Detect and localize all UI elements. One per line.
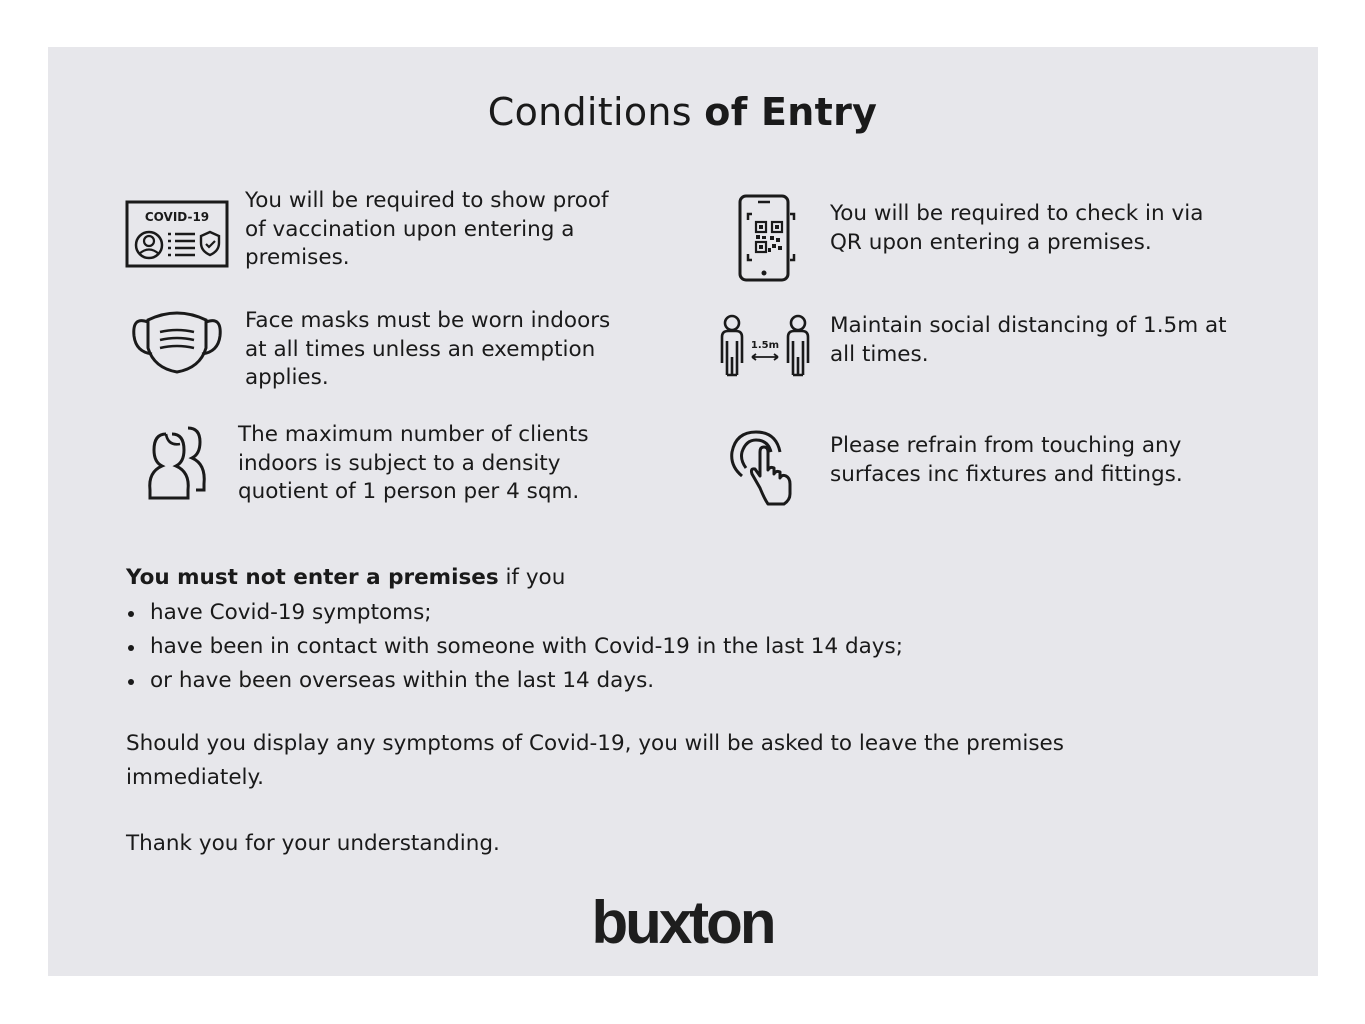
face-mask-icon — [130, 308, 224, 374]
thank-you-text: Thank you for your understanding. — [126, 831, 500, 856]
touch-hand-icon — [728, 428, 800, 506]
list-item: have Covid-19 symptoms; — [126, 596, 1226, 630]
condition-qr-checkin-text: You will be required to check in via QR upon entering a premises. — [830, 201, 1204, 255]
buxton-logo: buxton — [591, 889, 774, 956]
list-item: have been in contact with someone with Covid-19 in the last 14 days; — [126, 630, 1226, 664]
condition-no-touch-text: Please refrain from touching any surfaces inc fixtures and fittings. — [830, 433, 1183, 487]
condition-vaccination-text: You will be required to show proof of vaccination upon entering a premises. — [245, 188, 609, 270]
page-title: Conditions of Entry — [487, 90, 878, 134]
bullet-icon — [128, 679, 134, 685]
condition-distancing-text: Maintain social distancing of 1.5m at all times. — [830, 313, 1227, 367]
social-distancing-icon — [716, 313, 816, 379]
bullet-icon — [128, 645, 134, 651]
phone-qr-code-icon — [738, 194, 800, 282]
condition-face-mask-text: Face masks must be worn indoors at all times unless an exemption applies. — [245, 308, 611, 390]
svg-text:COVID-19: COVID-19 — [144, 210, 210, 224]
bullet-icon — [128, 611, 134, 617]
entry-restrictions-list — [126, 596, 1226, 698]
svg-text:1.5m: 1.5m — [750, 340, 780, 351]
list-item: or have been overseas within the last 14 days. — [126, 664, 1226, 698]
symptoms-notice: Should you display any symptoms of Covid-19, you will be asked to leave the premises immediately. — [126, 731, 1064, 790]
people-group-icon — [146, 424, 208, 502]
entry-restrictions-lead: You must not enter a premises if you — [126, 565, 566, 590]
condition-density-text: The maximum number of clients indoors is subject to a density quotient of 1 person per 4 sqm. — [238, 422, 589, 504]
vaccination-card-icon — [124, 199, 230, 271]
entry-restrictions — [126, 563, 1226, 698]
